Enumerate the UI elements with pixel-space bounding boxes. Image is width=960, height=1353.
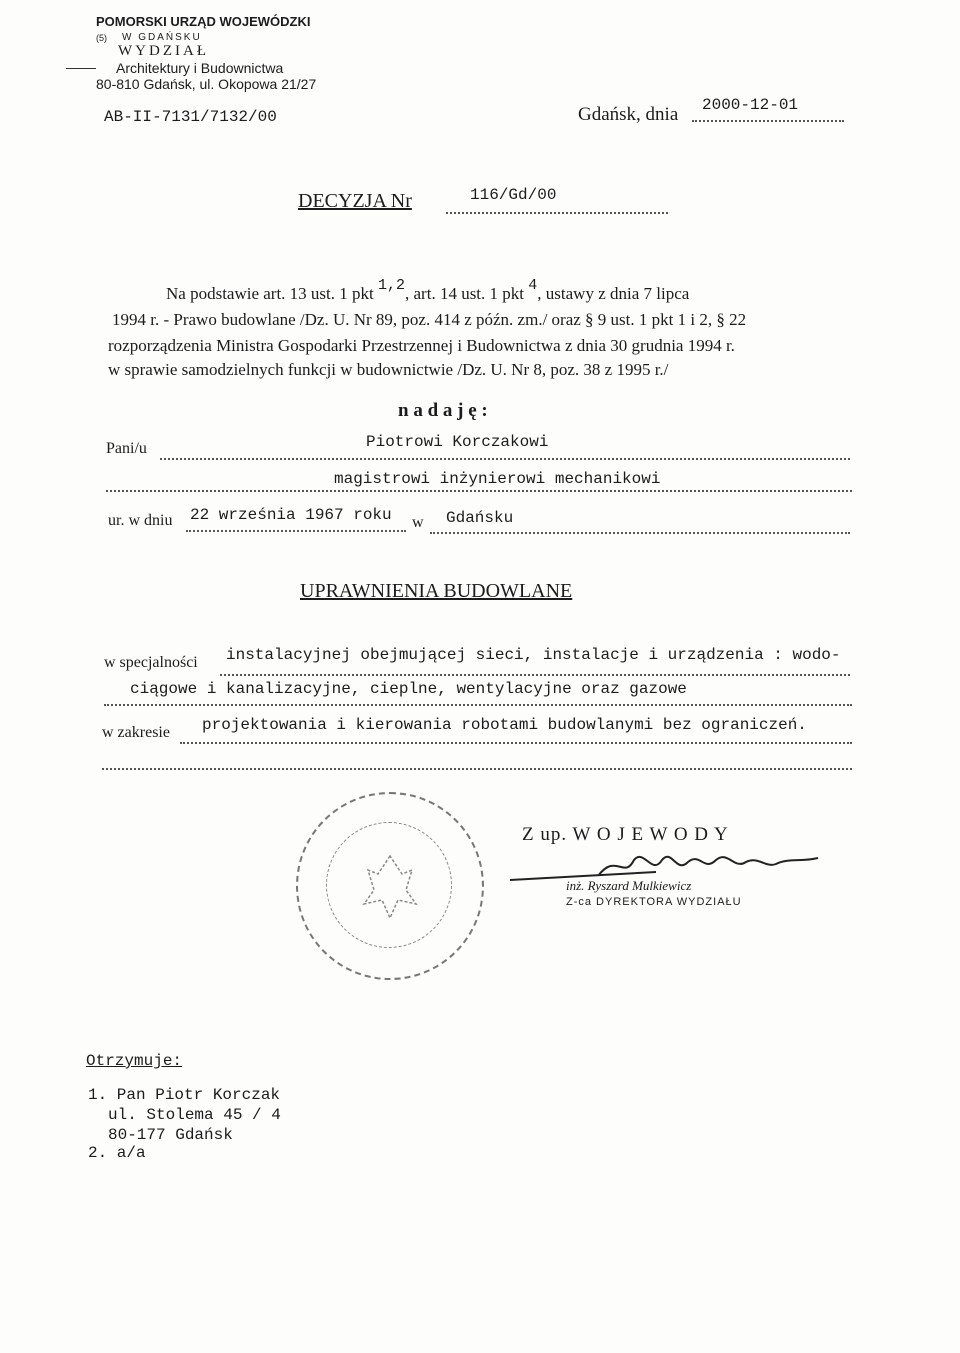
legal-basis-line1: Na podstawie art. 13 ust. 1 pkt 1,2, art. 14 ust. 1 pkt 4, ustawy z dnia 7 lipca [166, 277, 690, 303]
number-mark: (5) [96, 33, 107, 43]
distribution-item-4: 2. a/a [88, 1144, 146, 1162]
birth-date: 22 września 1967 roku [190, 506, 392, 524]
recipient-label: Pani/u [106, 440, 147, 457]
official-stamp [296, 792, 484, 980]
reference-number: AB-II-7131/7132/00 [104, 108, 277, 126]
scope-dots [180, 742, 852, 744]
distribution-item-2: ul. Stolema 45 / 4 [108, 1106, 281, 1124]
legal-basis-line3: rozporządzenia Ministra Gospodarki Przestrzennej i Budownictwa z dnia 30 grudnia 1994 r. [108, 336, 735, 355]
legal-basis-line2: 1994 r. - Prawo budowlane /Dz. U. Nr 89, poz. 414 z późn. zm./ oraz § 9 ust. 1 pkt 1 i 2, § 22 [112, 310, 747, 329]
specialty-label: w specjalności [104, 654, 198, 671]
birth-place: Gdańsku [446, 509, 514, 527]
decision-number: 116/Gd/00 [470, 186, 557, 204]
office-name-line2: W GDAŃSKU [122, 32, 202, 43]
recipient-title: magistrowi inżynierowi mechanikowi [334, 470, 661, 488]
distribution-item-3: 80-177 Gdańsk [108, 1126, 233, 1144]
office-address: 80-810 Gdańsk, ul. Okopowa 21/27 [96, 76, 317, 92]
decision-date: 2000-12-01 [702, 96, 799, 114]
legal-basis-line4: w sprawie samodzielnych funkcji w budownictwie /Dz. U. Nr 8, poz. 38 z 1995 r./ [108, 360, 669, 379]
department-full: Architektury i Budownictwa [116, 60, 284, 76]
birth-date-label: ur. w dniu [108, 512, 173, 529]
distribution-heading: Otrzymuje: [86, 1052, 183, 1070]
recipient-name: Piotrowi Korczakowi [366, 433, 549, 451]
specialty-dots-1 [220, 674, 850, 676]
permissions-heading: UPRAWNIENIA BUDOWLANE [300, 580, 573, 602]
distribution-item-1: 1. Pan Piotr Korczak [88, 1086, 281, 1104]
decision-number-dots [446, 212, 668, 214]
birth-place-label: w [412, 514, 424, 531]
stamp-emblem [298, 794, 482, 978]
scope-dots-2 [102, 768, 852, 770]
scope-text: projektowania i kierowania robotami budowlanymi bez ograniczeń. [202, 716, 807, 734]
recipient-dots [160, 458, 850, 460]
date-dots [692, 120, 844, 122]
department-label: WYDZIAŁ [118, 43, 209, 59]
title-dots [106, 490, 852, 492]
scope-label: w zakresie [102, 724, 170, 741]
specialty-line1: instalacyjnej obejmującej sieci, instalacje i urządzenia : wodo- [226, 646, 841, 664]
signatory-name: inż. Ryszard Mulkiewicz [566, 878, 692, 893]
specialty-dots-2 [104, 704, 852, 706]
office-name-line1: POMORSKI URZĄD WOJEWÓDZKI [96, 14, 311, 29]
grant-verb: n a d a j ę : [398, 400, 488, 421]
decision-title: DECYZJA Nr [298, 190, 412, 212]
signatory-position: Z-ca DYREKTORA WYDZIAŁU [566, 896, 742, 908]
birth-place-dots [430, 532, 850, 534]
header-dash [66, 68, 96, 69]
place-date-label: Gdańsk, dnia [578, 104, 679, 125]
specialty-line2: ciągowe i kanalizacyjne, cieplne, wentylacyjne oraz gazowe [130, 680, 687, 698]
signature-on-behalf: Z up. W O J E W O D Y [522, 824, 729, 845]
birth-date-dots [186, 530, 406, 532]
